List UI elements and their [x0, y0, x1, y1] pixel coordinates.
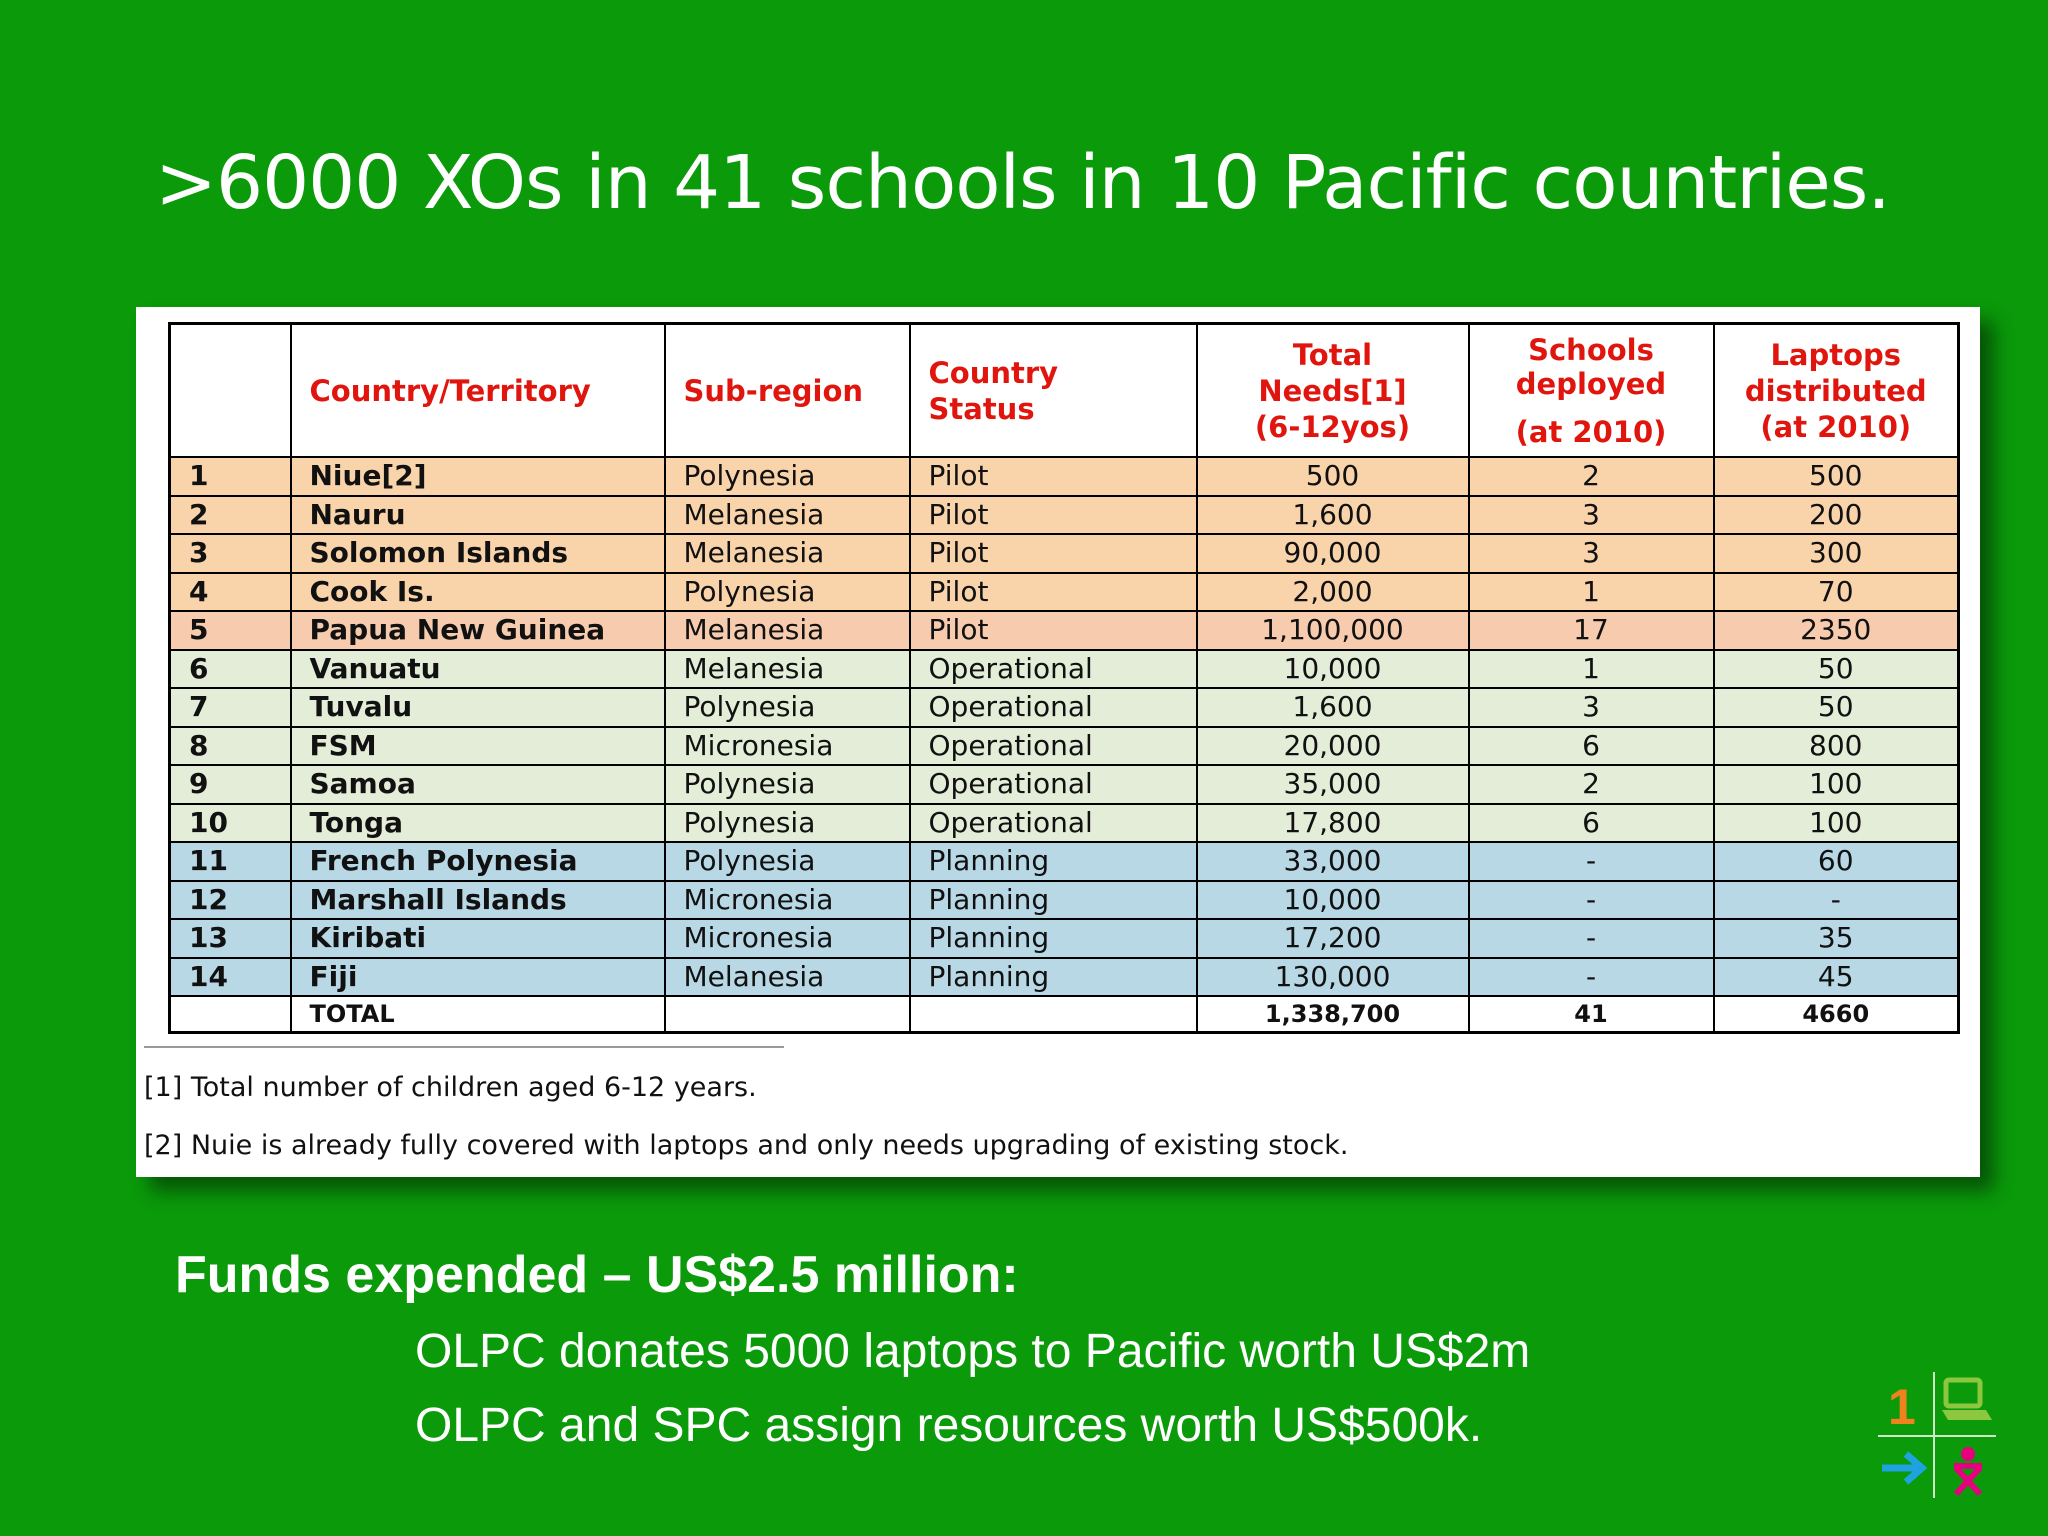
row-index: 12: [170, 881, 291, 920]
row-laptops: 45: [1714, 958, 1959, 997]
row-index: 2: [170, 496, 291, 535]
row-index: 3: [170, 534, 291, 573]
row-laptops: 300: [1714, 534, 1959, 573]
row-status: Operational: [910, 804, 1197, 843]
row-status: Operational: [910, 765, 1197, 804]
slide-title: >6000 XOs in 41 schools in 10 Pacific countries.: [155, 140, 1890, 226]
funds-heading: Funds expended – US$2.5 million:: [175, 1246, 1019, 1304]
row-index: 11: [170, 842, 291, 881]
table-row: [170, 688, 1959, 727]
row-laptops: 800: [1714, 727, 1959, 766]
header-needs-line2: Needs[1]: [1258, 373, 1407, 408]
row-index: 1: [170, 457, 291, 496]
arrow-right-icon: [1882, 1454, 1922, 1482]
row-status: Planning: [910, 881, 1197, 920]
row-laptops: 100: [1714, 804, 1959, 843]
row-schools: -: [1469, 881, 1714, 920]
row-laptops: 70: [1714, 573, 1959, 612]
row-country: French Polynesia: [291, 842, 665, 881]
row-schools: 1: [1469, 573, 1714, 612]
row-country: Solomon Islands: [291, 534, 665, 573]
table-row: [170, 727, 1959, 766]
row-country: Nauru: [291, 496, 665, 535]
row-schools: 3: [1469, 688, 1714, 727]
row-index: 13: [170, 919, 291, 958]
header-status-line2: Status: [928, 391, 1035, 426]
header-subregion: Sub-region: [665, 324, 910, 458]
row-subregion: Polynesia: [665, 842, 910, 881]
row-needs: 90,000: [1197, 534, 1469, 573]
row-subregion: Micronesia: [665, 727, 910, 766]
table-row: [170, 496, 1959, 535]
header-schools-line4: (at 2010): [1515, 414, 1667, 449]
header-schools-line1: Schools: [1528, 332, 1654, 367]
row-country: Vanuatu: [291, 650, 665, 689]
table-row: [170, 573, 1959, 612]
row-subregion: Melanesia: [665, 496, 910, 535]
laptop-icon: [1942, 1380, 1992, 1420]
row-laptops: 100: [1714, 765, 1959, 804]
table-row: [170, 765, 1959, 804]
row-subregion: Polynesia: [665, 573, 910, 612]
row-index: 7: [170, 688, 291, 727]
deployment-table: [168, 322, 1960, 1034]
total-status: [910, 996, 1197, 1033]
header-schools-line3: [1470, 401, 1713, 415]
table-row: [170, 958, 1959, 997]
table-row: [170, 611, 1959, 650]
row-status: Pilot: [910, 457, 1197, 496]
row-subregion: Polynesia: [665, 688, 910, 727]
row-laptops: 35: [1714, 919, 1959, 958]
row-needs: 33,000: [1197, 842, 1469, 881]
row-country: FSM: [291, 727, 665, 766]
row-status: Operational: [910, 688, 1197, 727]
total-schools: 41: [1469, 996, 1714, 1033]
row-needs: 1,100,000: [1197, 611, 1469, 650]
row-country: Niue[2]: [291, 457, 665, 496]
table-row: [170, 842, 1959, 881]
row-country: Marshall Islands: [291, 881, 665, 920]
total-row: [170, 996, 1959, 1033]
row-index: 5: [170, 611, 291, 650]
row-index: 14: [170, 958, 291, 997]
row-index: 8: [170, 727, 291, 766]
row-needs: 20,000: [1197, 727, 1469, 766]
table-header-row: [170, 324, 1959, 458]
header-status: [910, 324, 1197, 458]
row-index: 9: [170, 765, 291, 804]
logo-digit: 1: [1888, 1379, 1916, 1435]
row-country: Tonga: [291, 804, 665, 843]
row-needs: 1,600: [1197, 688, 1469, 727]
row-status: Operational: [910, 727, 1197, 766]
row-laptops: 2350: [1714, 611, 1959, 650]
table-row: [170, 804, 1959, 843]
header-schools: [1469, 324, 1714, 458]
row-subregion: Melanesia: [665, 650, 910, 689]
row-schools: 6: [1469, 727, 1714, 766]
row-status: Pilot: [910, 534, 1197, 573]
olpc-logo-icon: [1876, 1370, 1998, 1500]
row-schools: -: [1469, 842, 1714, 881]
row-laptops: 200: [1714, 496, 1959, 535]
row-needs: 1,600: [1197, 496, 1469, 535]
table-row: [170, 534, 1959, 573]
row-laptops: 50: [1714, 650, 1959, 689]
row-needs: 35,000: [1197, 765, 1469, 804]
footnote-1: [1] Total number of children aged 6-12 years.: [144, 1072, 757, 1103]
row-country: Fiji: [291, 958, 665, 997]
row-needs: 500: [1197, 457, 1469, 496]
row-country: Tuvalu: [291, 688, 665, 727]
header-laptops: [1714, 324, 1959, 458]
row-needs: 17,800: [1197, 804, 1469, 843]
header-laptops-line3: (at 2010): [1760, 409, 1912, 444]
row-subregion: Micronesia: [665, 881, 910, 920]
row-needs: 130,000: [1197, 958, 1469, 997]
total-label: TOTAL: [291, 996, 665, 1033]
row-needs: 10,000: [1197, 881, 1469, 920]
header-laptops-line1: Laptops: [1770, 337, 1902, 372]
row-country: Samoa: [291, 765, 665, 804]
row-status: Pilot: [910, 611, 1197, 650]
table-row: [170, 457, 1959, 496]
header-schools-line2: deployed: [1515, 366, 1667, 401]
row-needs: 10,000: [1197, 650, 1469, 689]
total-subregion: [665, 996, 910, 1033]
funds-line-1: OLPC donates 5000 laptops to Pacific worth US$2m: [415, 1325, 1531, 1378]
row-laptops: 500: [1714, 457, 1959, 496]
row-needs: 2,000: [1197, 573, 1469, 612]
table-row: [170, 881, 1959, 920]
total-index: [170, 996, 291, 1033]
header-country: Country/Territory: [291, 324, 665, 458]
row-subregion: Micronesia: [665, 919, 910, 958]
row-index: 10: [170, 804, 291, 843]
funds-line-2: OLPC and SPC assign resources worth US$500k.: [415, 1399, 1483, 1452]
row-subregion: Polynesia: [665, 457, 910, 496]
table-row: [170, 919, 1959, 958]
table-panel: [136, 307, 1980, 1177]
person-icon: [1954, 1447, 1982, 1494]
row-index: 6: [170, 650, 291, 689]
row-schools: 3: [1469, 534, 1714, 573]
row-status: Planning: [910, 842, 1197, 881]
footnote-2: [2] Nuie is already fully covered with laptops and only needs upgrading of existing stock.: [144, 1130, 1349, 1161]
row-schools: 3: [1469, 496, 1714, 535]
row-schools: 6: [1469, 804, 1714, 843]
row-status: Operational: [910, 650, 1197, 689]
row-status: Pilot: [910, 496, 1197, 535]
row-laptops: -: [1714, 881, 1959, 920]
row-country: Cook Is.: [291, 573, 665, 612]
row-schools: 17: [1469, 611, 1714, 650]
row-laptops: 60: [1714, 842, 1959, 881]
header-needs: [1197, 324, 1469, 458]
row-status: Planning: [910, 919, 1197, 958]
total-laptops: 4660: [1714, 996, 1959, 1033]
row-subregion: Polynesia: [665, 765, 910, 804]
row-schools: 2: [1469, 457, 1714, 496]
header-needs-line3: (6-12yos): [1254, 409, 1411, 444]
row-index: 4: [170, 573, 291, 612]
header-needs-line1: Total: [1292, 337, 1373, 372]
row-schools: 1: [1469, 650, 1714, 689]
row-country: Kiribati: [291, 919, 665, 958]
row-needs: 17,200: [1197, 919, 1469, 958]
row-subregion: Polynesia: [665, 804, 910, 843]
header-laptops-line2: distributed: [1744, 373, 1927, 408]
row-schools: -: [1469, 919, 1714, 958]
row-status: Pilot: [910, 573, 1197, 612]
total-needs: 1,338,700: [1197, 996, 1469, 1033]
header-index: [170, 324, 291, 458]
row-subregion: Melanesia: [665, 958, 910, 997]
header-status-line1: Country: [928, 355, 1059, 390]
footnote-divider: [144, 1046, 784, 1048]
row-schools: 2: [1469, 765, 1714, 804]
table-row: [170, 650, 1959, 689]
row-subregion: Melanesia: [665, 611, 910, 650]
row-schools: -: [1469, 958, 1714, 997]
row-country: Papua New Guinea: [291, 611, 665, 650]
row-subregion: Melanesia: [665, 534, 910, 573]
row-laptops: 50: [1714, 688, 1959, 727]
row-status: Planning: [910, 958, 1197, 997]
